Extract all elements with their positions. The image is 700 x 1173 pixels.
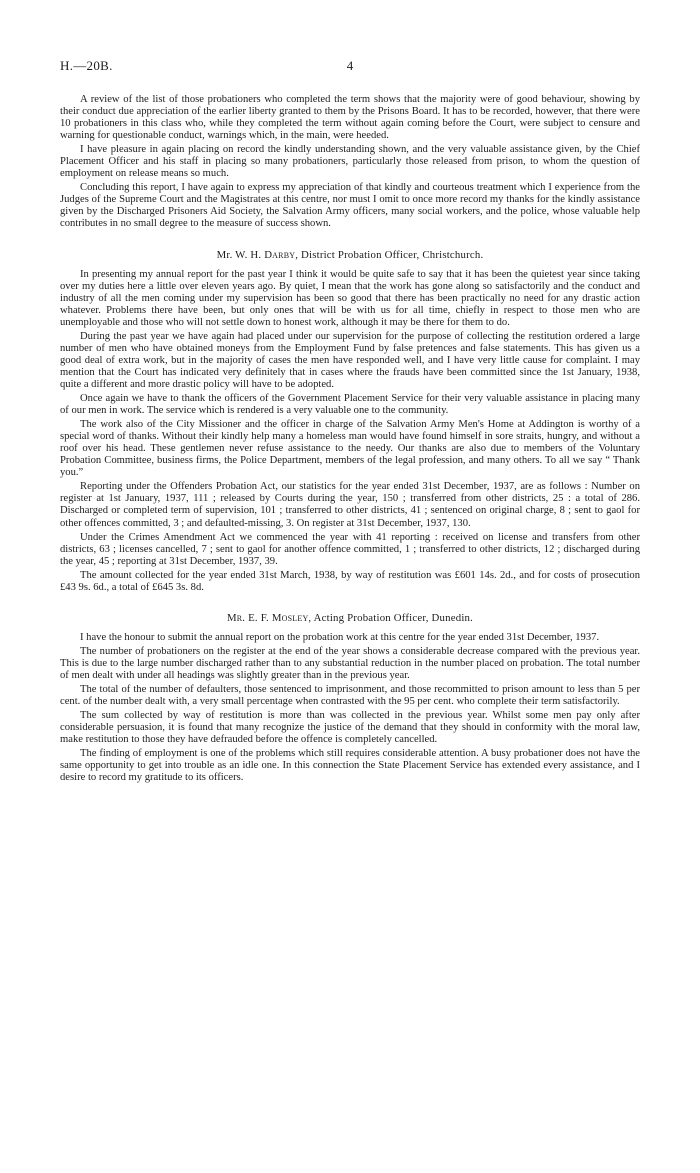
intro-section <box>60 94 640 231</box>
document-page <box>60 60 640 786</box>
document-reference: H.—20B. <box>60 58 113 73</box>
paragraph: Once again we have to thank the officers of the Government Placement Service for their very valuable assistance in placing many of our men in work. The service which is rendered is a very valuable one to the community. <box>60 393 640 417</box>
heading-name: Mosley <box>271 611 309 624</box>
paragraph: The finding of employment is one of the problems which still requires considerable attention. A busy probationer does not have the same opportunity to get into trouble as an idle one. In this connection the State Placement Service has extended every assistance, and I desire to record my gratitude to its officers. <box>60 748 640 784</box>
heading-name: Darby <box>264 248 296 261</box>
paragraph: Under the Crimes Amendment Act we commenced the year with 41 reporting : received on license and transfers from other districts, 63 ; licenses cancelled, 7 ; sent to gaol for another offence committed, 1 ; transferred to other districts, 12 ; discharged during the year, 45 ; reporting at 31st December, 1937, 39. <box>60 531 640 567</box>
paragraph: The number of probationers on the register at the end of the year shows a considerable decrease compared with the previous year. This is due to the large number discharged rather than to any substantial reduction in the number placed on probation. The total number of men dealt with under all headings was slightly greater than in the previous year. <box>60 645 640 681</box>
darby-section <box>60 269 640 594</box>
paragraph: A review of the list of those probationers who completed the term shows that the majority were of good behaviour, showing by their conduct due appreciation of the earlier liberty granted to them by the Prisons Board. It has to be recorded, however, that there were 10 probationers in this class who, while they completed the term without again coming before the Court, were subject to censure and warning for questionable conduct, warnings which, in the main, were heeded. <box>60 94 640 142</box>
section-heading-darby <box>60 249 640 261</box>
heading-suffix: , Acting Probation Officer, Dunedin. <box>308 611 474 624</box>
paragraph: I have the honour to submit the annual report on the probation work at this centre for the year ended 31st December, 1937. <box>80 631 600 643</box>
heading-prefix: Mr. W. H. <box>216 248 265 261</box>
section-heading-mosley <box>60 612 640 624</box>
paragraph: I have pleasure in again placing on record the kindly understanding shown, and the very valuable assistance given, by the Chief Placement Officer and his staff in placing so many probationers, particularly those released from prison, to whom the question of employment on release means so much. <box>60 144 640 180</box>
paragraph: Concluding this report, I have again to express my appreciation of that kindly and courteous treatment which I experience from the Judges of the Supreme Court and the Magistrates at this centre, nor must I omit to once more record my thanks for the kindly assistance given by the Discharged Prisoners Aid Society, the Salvation Army officers, many social workers, and the police, whose valuable help contributes in no small degree to the measure of success shown. <box>60 182 640 230</box>
paragraph: The sum collected by way of restitution is more than was collected in the previous year. Whilst some men pay only after considerable persuasion, it is found that many recognize the justice of the demand that they should in conformity with the moral law, make restitution to those they have defrauded before the offence is completely cancelled. <box>60 710 640 746</box>
paragraph: The total of the number of defaulters, those sentenced to imprisonment, and those recommitted to prison amount to less than 5 per cent. of the number dealt with, a very small percentage when contrasted with the 95 per cent. who complete their term satisfactorily. <box>60 684 640 708</box>
page-header <box>60 60 640 80</box>
heading-prefix: Mr. E. F. <box>226 611 272 624</box>
mosley-section <box>60 632 640 785</box>
heading-suffix: , District Probation Officer, Christchurch. <box>295 248 484 261</box>
paragraph: Reporting under the Offenders Probation Act, our statistics for the year ended 31st December, 1937, are as follows : Number on register at 1st January, 1937, 111 ; released by Courts during the year, 150 ; transferred from other districts, 25 : a total of 286. Discharged or completed term of supervision, 101 ; transferred to other districts, 41 ; sentenced on original charge, 8 ; sent to gaol for other offences committed, 3 ; and defaulted-missing, 3. On register at 31st December, 1937, 130. <box>60 481 640 529</box>
page-number: 4 <box>346 58 354 73</box>
paragraph: The work also of the City Missioner and the officer in charge of the Salvation Army Men's Home at Addington is worthy of a special word of thanks. Without their kindly help many a homeless man would have found himself in sore straits, hungry, and without a roof over his head. These gentlemen never refuse assistance to the needy. Our thanks are also due to members of the Voluntary Probation Committee, business firms, the Police Department, members of the legal profession, and many others. To all we say “ Thank you.” <box>60 419 640 479</box>
paragraph: During the past year we have again had placed under our supervision for the purpose of collecting the restitution ordered a large number of men who have obtained moneys from the Employment Fund by false pretences and false statements. This has given us a good deal of extra work, but in the majority of cases the men have responded well, and I have very little cause for complaint. I may mention that the Court has indicated very definitely that in cases where the frauds have been committed since the 1st January, 1938, quite a different and more drastic policy will have to be adopted. <box>60 330 640 390</box>
paragraph: The amount collected for the year ended 31st March, 1938, by way of restitution was £601 14s. 2d., and for costs of prosecution £43 9s. 6d., a total of £645 3s. 8d. <box>60 569 640 593</box>
paragraph: In presenting my annual report for the past year I think it would be quite safe to say that it has been the quietest year since taking over my duties here a little over eleven years ago. By quiet, I mean that the work has gone along so satisfactorily and the conduct and industry of all the men coming under my supervision has been so good that there has been practically no need for any drastic action whatever. Problems there have been, but only ones that will be with us for all time, chiefly in respect to those men who are unemployable and those who will not settle down to honest work, although it may be there for them to do. <box>60 268 640 328</box>
